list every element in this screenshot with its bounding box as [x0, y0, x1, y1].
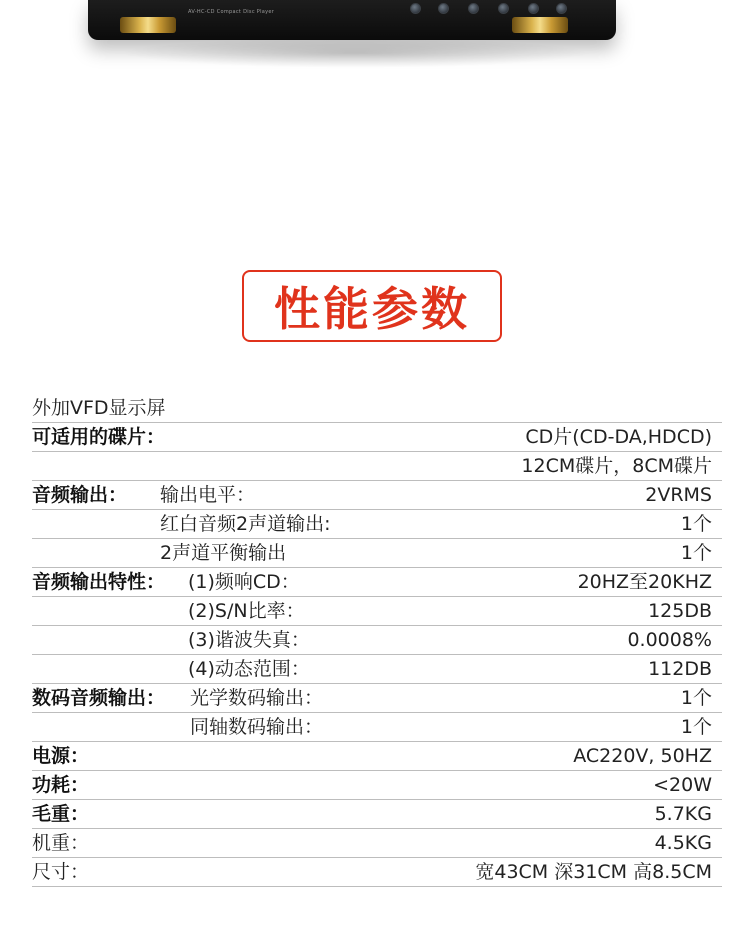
spec-value: AC220V, 50HZ [573, 745, 712, 767]
model-text: AV-HC-CD Compact Disc Player [188, 9, 275, 15]
spec-sublabel: 同轴数码输出： [190, 716, 324, 738]
spec-value: 125DB [648, 600, 712, 622]
spec-value: 112DB [648, 658, 712, 680]
spec-row [32, 510, 722, 539]
spec-label: 音频输出特性： [32, 571, 166, 593]
spec-table [32, 394, 722, 887]
spec-row [32, 858, 722, 887]
spec-row [32, 423, 722, 452]
spec-value: 12CM碟片，8CM碟片 [521, 455, 712, 477]
spec-row [32, 626, 722, 655]
spec-label: 外加VFD显示屏 [32, 397, 166, 419]
spec-value: CD片(CD-DA,HDCD) [525, 426, 712, 448]
spec-value: 4.5KG [654, 832, 712, 854]
spec-label: 数码音频输出： [32, 687, 166, 709]
spec-row [32, 452, 722, 481]
spec-value: 1个 [680, 513, 712, 535]
front-button-icon [528, 3, 539, 14]
spec-value: 1个 [680, 716, 712, 738]
spec-label: 可适用的碟片： [32, 426, 166, 448]
front-button-icon [556, 3, 567, 14]
spec-label: 毛重： [32, 803, 90, 825]
spec-row [32, 829, 722, 858]
spec-row [32, 713, 722, 742]
spec-row [32, 597, 722, 626]
front-button-icon [498, 3, 509, 14]
spec-label: 尺寸： [32, 861, 90, 883]
section-heading: 性能参数 [274, 282, 470, 336]
spec-sublabel: 红白音频2声道输出: [160, 513, 331, 535]
spec-row [32, 771, 722, 800]
left-gold-foot [120, 17, 176, 33]
spec-row [32, 742, 722, 771]
spec-value: 1个 [680, 542, 712, 564]
spec-sublabel: (4)动态范围： [188, 658, 310, 680]
front-button-icon [468, 3, 479, 14]
device-shadow [120, 38, 590, 68]
spec-label: 机重： [32, 832, 90, 854]
spec-value: 0.0008% [627, 629, 712, 651]
product-photo [0, 0, 750, 80]
section-heading-box [242, 270, 502, 342]
spec-row [32, 394, 722, 423]
front-button-icon [410, 3, 421, 14]
front-button-icon [438, 3, 449, 14]
spec-sublabel: 光学数码输出： [190, 687, 324, 709]
spec-row [32, 481, 722, 510]
spec-sublabel: (3)谐波失真： [188, 629, 310, 651]
spec-row [32, 568, 722, 597]
spec-sublabel: (2)S/N比率： [188, 600, 305, 622]
spec-row [32, 800, 722, 829]
spec-row [32, 539, 722, 568]
spec-value: 1个 [680, 687, 712, 709]
spec-label: 电源： [32, 745, 90, 767]
right-gold-foot [512, 17, 568, 33]
spec-sublabel: (1)频响CD： [188, 571, 300, 593]
spec-value: 宽43CM 深31CM 高8.5CM [475, 861, 712, 883]
spec-row [32, 684, 722, 713]
spec-sublabel: 2声道平衡输出 [160, 542, 287, 564]
spec-value: 2VRMS [645, 484, 712, 506]
spec-value: <20W [653, 774, 712, 796]
spec-label: 功耗： [32, 774, 90, 796]
spec-row [32, 655, 722, 684]
spec-value: 5.7KG [654, 803, 712, 825]
spec-label: 音频输出： [32, 484, 128, 506]
spec-value: 20HZ至20KHZ [577, 571, 712, 593]
spec-sublabel: 输出电平： [160, 484, 256, 506]
